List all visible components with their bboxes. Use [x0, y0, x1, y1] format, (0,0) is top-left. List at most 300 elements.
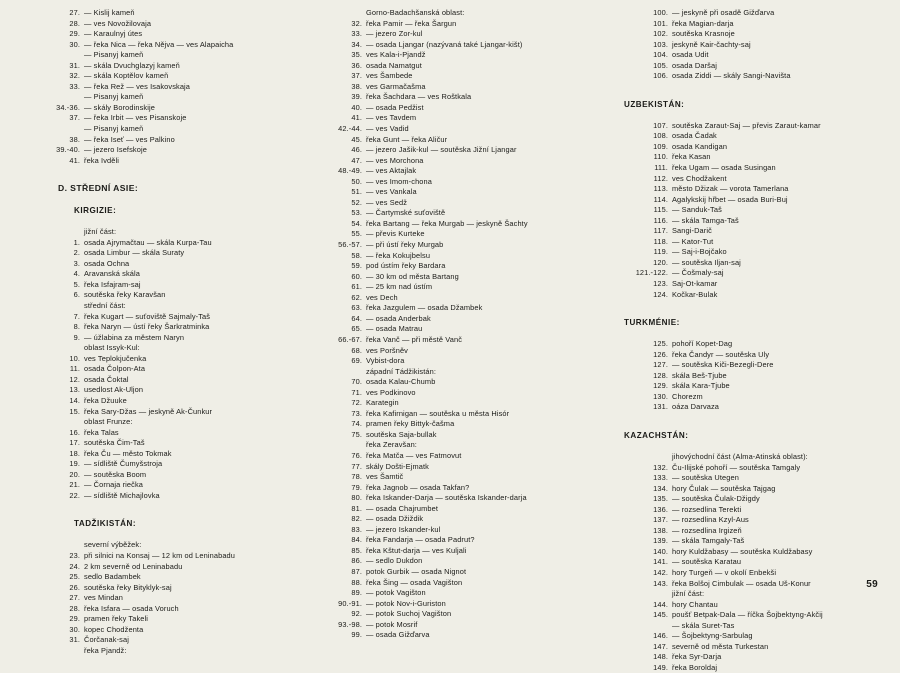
- list-item-number: 34.: [351, 39, 362, 49]
- list-item: [318, 504, 614, 515]
- list-item-text: skála Kara-Tjube: [672, 381, 730, 391]
- list-item-text: osada Namatgut: [366, 60, 422, 70]
- list-item-text: — potok Nov-i-Guriston: [366, 598, 446, 608]
- list-item: [318, 113, 614, 124]
- list-item-number: 138.: [653, 525, 668, 535]
- list-item-text: ves Mindan: [84, 593, 123, 603]
- list-item-text: osada Daršaj: [672, 60, 717, 70]
- list-item-text: — řeka Rež — ves Isakovskaja: [84, 81, 191, 91]
- list-item-number: 2.: [73, 248, 80, 258]
- list-item-text: řeka Kasan: [672, 152, 711, 162]
- list-item: [318, 377, 614, 388]
- list-item: [318, 398, 614, 409]
- list-item-number: 5.: [73, 279, 80, 289]
- spacer: [624, 413, 886, 430]
- list-item: [624, 484, 886, 495]
- list-item-text: ves Garmačašma: [366, 81, 426, 91]
- spacer: [36, 501, 314, 518]
- list-turkmenie: [624, 339, 886, 413]
- list-item: [624, 642, 886, 653]
- list-item-text: — ves Tavdem: [366, 113, 417, 123]
- list-item-number: 125.: [653, 339, 668, 349]
- list-item: [624, 19, 886, 30]
- list-item-number: 135.: [653, 494, 668, 504]
- list-item-number: 71.: [351, 387, 362, 397]
- list-item: [624, 610, 886, 621]
- heading-stredni-asie: D. STŘEDNÍ ASIE:: [58, 183, 139, 194]
- list-item: [36, 614, 314, 625]
- list-item-text: — Pisanyj kameň: [84, 92, 144, 102]
- list-item-number: 16.: [69, 427, 80, 437]
- list-item: [318, 135, 614, 146]
- list-item-text: — 25 km nad ústím: [366, 282, 433, 292]
- list-item: [36, 322, 314, 333]
- list-item: [36, 290, 314, 301]
- list-item-number: 87.: [351, 566, 362, 576]
- list-item-number: 139.: [653, 536, 668, 546]
- list-item-text: řeka Gunt — řeka Aličur: [366, 134, 448, 144]
- list-item-text: — jeskyně při osadě Gižďarva: [672, 8, 775, 17]
- list-item-text: pod ústím řeky Bardara: [366, 261, 446, 271]
- list-item: [624, 121, 886, 132]
- list-item: [624, 526, 886, 537]
- list-item-text: — potok Vagišton: [366, 588, 426, 598]
- list-item: [318, 451, 614, 462]
- list-item: [318, 493, 614, 504]
- list-item-number: 41.: [351, 113, 362, 123]
- list-item: [36, 604, 314, 615]
- list-item: [36, 385, 314, 396]
- list-item-text: řeka Bolšoj Cimbulak — osada Uš-Konur: [672, 578, 811, 588]
- list-item-number: 22.: [69, 490, 80, 500]
- list-item-text: — osada Anderbak: [366, 313, 431, 323]
- list-item: [36, 375, 314, 386]
- list-item-number: 17.: [69, 438, 80, 448]
- list-item-number: 21.: [69, 480, 80, 490]
- list-item-number: 38.: [351, 81, 362, 91]
- list-item-text: řeka Zeravšan:: [366, 440, 417, 450]
- list-item-number: 63.: [351, 303, 362, 313]
- list-item-text: pramen řeky Takeli: [84, 614, 149, 624]
- list-item: [318, 229, 614, 240]
- list-item: [36, 29, 314, 40]
- list-item-text: Vybist-dora: [366, 356, 405, 366]
- list-item: [318, 346, 614, 357]
- list-item-text: řeka Talas: [84, 427, 119, 437]
- list-item: [36, 135, 314, 146]
- list-item-text: jižní část:: [84, 227, 117, 237]
- list-item: [36, 572, 314, 583]
- list-item-number: 140.: [653, 546, 668, 556]
- list-item-number: 28.: [69, 603, 80, 613]
- list-item-number: 144.: [653, 599, 668, 609]
- list-item: [36, 396, 314, 407]
- heading-tadzikistan: TADŽIKISTÁN:: [74, 519, 137, 529]
- list-item-number: 69.: [351, 356, 362, 366]
- list-item-text: — Pisanyj kameň: [84, 50, 144, 60]
- list-item-text: soutěska řeky Karavšan: [84, 290, 166, 300]
- list-item-text: soutěska Krasnoje: [672, 29, 735, 39]
- list-item-number: 73.: [351, 408, 362, 418]
- list-item-number: 29.: [69, 29, 80, 39]
- list-item: [318, 483, 614, 494]
- list-item-number: 4.: [73, 269, 80, 279]
- list-item-text: — jezero Isefskoje: [84, 145, 147, 155]
- list-item-number: 147.: [653, 641, 668, 651]
- list-item-number: 85.: [351, 545, 362, 555]
- list-item-text: řeka Sary-Džas — jeskyně Ak-Čunkur: [84, 406, 213, 416]
- list-item-text: Chorezm: [672, 391, 703, 401]
- list-item-number: 54.: [351, 218, 362, 228]
- list-item-text: ves Kala-i-Pjandž: [366, 50, 426, 60]
- list-item-text: — úžlabina za městem Naryn: [84, 332, 185, 342]
- list-item-text: osada Ajrymačtau — skála Kurpa-Tau: [84, 237, 212, 247]
- list-item-text: — Sanduk-Taš: [672, 205, 722, 215]
- list-item: [36, 259, 314, 270]
- list-item: [36, 470, 314, 481]
- list-item-number: 102.: [653, 29, 668, 39]
- list-item: [318, 177, 614, 188]
- list-item-text: řeka Kugart — suťoviště Sajmaly-Taš: [84, 311, 211, 321]
- list-item: [318, 40, 614, 51]
- list-item: [624, 268, 886, 279]
- list-item: [318, 303, 614, 314]
- list-item-text: — Kislij kameň: [84, 8, 135, 17]
- list-item-number: 1.: [73, 237, 80, 247]
- list-tadzikistan-continued: [318, 8, 614, 641]
- list-item-text: hory Turgeň — v okolí Enbekši: [672, 567, 777, 577]
- list-item-number: 142.: [653, 567, 668, 577]
- list-item: [36, 449, 314, 460]
- list-item-number: 59.: [351, 261, 362, 271]
- list-item-number: 30.: [69, 39, 80, 49]
- list-item-text: — soutěska Iljan-saj: [672, 257, 741, 267]
- list-item: [624, 652, 886, 663]
- list-item: [318, 525, 614, 536]
- spacer: [36, 216, 314, 227]
- list-item: [624, 402, 886, 413]
- list-item-number: 90.-91.: [338, 598, 362, 608]
- list-item-number: 112.: [653, 173, 668, 183]
- list-item-number: 83.: [351, 524, 362, 534]
- list-item: [36, 280, 314, 291]
- list-item-text: řeka Čandyr — soutěska Uly: [672, 349, 770, 359]
- list-item-number: 52.: [351, 197, 362, 207]
- list-item-number: 27.: [69, 8, 80, 17]
- list-item: [36, 343, 314, 354]
- list-item-number: 130.: [653, 391, 668, 401]
- list-item-number: 133.: [653, 473, 668, 483]
- list-item-text: kopec Chodženta: [84, 624, 144, 634]
- list-item-number: 37.: [69, 113, 80, 123]
- list-item-text: řeka Šing — osada Vagišton: [366, 577, 463, 587]
- list-item-number: 45.: [351, 134, 362, 144]
- list-item-number: 106.: [653, 71, 668, 81]
- list-tadzikistan: [36, 540, 314, 656]
- list-item-text: — řeka Kokujbelsu: [366, 250, 431, 260]
- list-item: [36, 71, 314, 82]
- column-one: [14, 8, 314, 656]
- list-item-text: — řeka Nica — řeka Nějva — ves Alapaicha: [84, 39, 234, 49]
- list-item-text: — osada Ljangar (nazývaná také Ljangar-kišt): [366, 39, 523, 49]
- list-item-text: západní Tádžikistán:: [366, 366, 437, 376]
- list-item-text: osada Čoktal: [84, 374, 129, 384]
- list-item: [318, 282, 614, 293]
- list-item-number: 46.: [351, 145, 362, 155]
- list-item: [36, 238, 314, 249]
- list-item-text: oáza Darvaza: [672, 402, 720, 412]
- list-item-text: — ves Vankala: [366, 187, 417, 197]
- list-item: [36, 248, 314, 259]
- list-item-text: řeka Jagnob — osada Takfan?: [366, 482, 470, 492]
- list-item-text: ves Šambede: [366, 71, 413, 81]
- list-item: [624, 515, 886, 526]
- list-item-text: pramen řeky Bittyk-čašma: [366, 419, 455, 429]
- list-item-number: 64.: [351, 313, 362, 323]
- list-item: [36, 354, 314, 365]
- list-item: [36, 364, 314, 375]
- list-item: [318, 198, 614, 209]
- list-item-number: 86.: [351, 556, 362, 566]
- list-item: [318, 588, 614, 599]
- list-item: [36, 417, 314, 428]
- list-item-number: 103.: [653, 39, 668, 49]
- list-item: [624, 195, 886, 206]
- list-item-number: 99.: [351, 630, 362, 640]
- list-item-text: — rozsedlina Terekti: [672, 504, 742, 514]
- list-item: [36, 407, 314, 418]
- list-item: [318, 367, 614, 378]
- list-item: [624, 536, 886, 547]
- list-item-text: Agalykskij hřbet — osada Buri-Buj: [672, 194, 788, 204]
- list-item-number: 39.-40.: [56, 145, 80, 155]
- list-item-text: jihovýchodní část (Alma-Atinská oblast):: [672, 451, 808, 461]
- list-item: [36, 50, 314, 61]
- list-item-text: usedlost Ak-Uljon: [84, 385, 144, 395]
- list-item: [624, 279, 886, 290]
- list-item-text: — 30 km od města Bartang: [366, 271, 459, 281]
- list-item-text: — Čornaja riečka: [84, 480, 144, 490]
- list-item-text: soutěska Čim-Taš: [84, 438, 145, 448]
- list-item: [318, 324, 614, 335]
- list-item: [318, 50, 614, 61]
- list-item-number: 134.: [653, 483, 668, 493]
- list-item-text: — ves Aktajlak: [366, 166, 417, 176]
- list-item: [624, 40, 886, 51]
- list-item: [318, 440, 614, 451]
- column-three: [614, 8, 886, 673]
- spacer: [624, 441, 886, 452]
- list-item-text: Karategin: [366, 398, 399, 408]
- list-item-number: 108.: [653, 131, 668, 141]
- list-item-text: Ču-Ilijské pohoří — soutěska Tamgaly: [672, 462, 801, 472]
- list-item-number: 29.: [69, 614, 80, 624]
- list-item: [36, 438, 314, 449]
- list-item-number: 126.: [653, 349, 668, 359]
- list-item-number: 113.: [653, 184, 668, 194]
- list-item-number: 77.: [351, 461, 362, 471]
- list-item: [318, 187, 614, 198]
- list-tadzikistan-end: [624, 8, 886, 82]
- list-item: [36, 333, 314, 344]
- list-item-text: řeka Naryn — ústí řeky Šarkratminka: [84, 322, 210, 332]
- list-item-number: 53.: [351, 208, 362, 218]
- list-item: [36, 562, 314, 573]
- list-item-number: 7.: [73, 311, 80, 321]
- list-item-number: 89.: [351, 588, 362, 598]
- list-item: [318, 156, 614, 167]
- list-item-text: — Čartymské suťoviště: [366, 208, 446, 218]
- list-item: [624, 505, 886, 516]
- list-item: [318, 29, 614, 40]
- list-item-text: — soutěska Čulak-Džigdy: [672, 494, 760, 504]
- list-item-number: 30.: [69, 624, 80, 634]
- list-item-text: hory Čulak — soutěska Tajgag: [672, 483, 776, 493]
- list-item: [624, 339, 886, 350]
- list-item-text: ves Teplokjučenka: [84, 353, 147, 363]
- list-item: [36, 428, 314, 439]
- list-item-text: řeka Magian-darja: [672, 18, 734, 28]
- list-item-text: skála Beš-Tjube: [672, 370, 727, 380]
- list-item-number: 70.: [351, 377, 362, 387]
- list-item-text: — jezero Jašik-kul — soutěska Jižní Ljangar: [366, 145, 517, 155]
- list-item: [318, 472, 614, 483]
- list-item-number: 8.: [73, 322, 80, 332]
- list-item-number: 116.: [653, 215, 668, 225]
- list-item-number: 61.: [351, 282, 362, 292]
- list-item: [624, 371, 886, 382]
- list-item-number: 76.: [351, 450, 362, 460]
- list-item: [36, 113, 314, 124]
- three-column-layout: [14, 8, 886, 672]
- list-item: [624, 216, 886, 227]
- list-item-number: 72.: [351, 398, 362, 408]
- list-item-number: 107.: [653, 120, 668, 130]
- list-item: [624, 142, 886, 153]
- list-item-number: 12.: [69, 374, 80, 384]
- list-item-number: 26.: [69, 582, 80, 592]
- list-item: [318, 71, 614, 82]
- list-item-number: 110.: [653, 152, 668, 162]
- heading-turkmenie: TURKMÉNIE:: [624, 318, 680, 328]
- list-item: [624, 290, 886, 301]
- list-item-number: 48.-49.: [338, 166, 362, 176]
- list-item: [36, 551, 314, 562]
- spacer: [624, 110, 886, 121]
- list-item-number: 31.: [69, 635, 80, 645]
- list-item: [318, 546, 614, 557]
- list-item-text: osada Udit: [672, 50, 709, 60]
- list-item-number: 66.-67.: [338, 334, 362, 344]
- list-item-text: město Džizak — vorota Tamerlana: [672, 184, 789, 194]
- list-item-text: — jezero Zor-kul: [366, 29, 423, 39]
- list-item: [318, 388, 614, 399]
- list-item: [318, 556, 614, 567]
- list-item-number: 3.: [73, 258, 80, 268]
- list-item-text: Aravanská skála: [84, 269, 141, 279]
- list-item-text: řeka Syr-Darja: [672, 652, 722, 662]
- list-item: [318, 251, 614, 262]
- heading-uzbekistan: UZBEKISTÁN:: [624, 99, 685, 109]
- list-item-text: — skála Koptělov kameň: [84, 71, 169, 81]
- list-item-text: — soutěska Karatau: [672, 557, 742, 567]
- list-item-number: 149.: [653, 662, 668, 672]
- list-item-number: 148.: [653, 652, 668, 662]
- list-item-number: 120.: [653, 257, 668, 267]
- list-item-text: řeka Pjandž:: [84, 645, 127, 655]
- list-item: [36, 40, 314, 51]
- list-item-number: 32.: [351, 18, 362, 28]
- list-item-number: 80.: [351, 493, 362, 503]
- list-item-number: 24.: [69, 561, 80, 571]
- list-item-number: 6.: [73, 290, 80, 300]
- list-item-text: ves Poršněv: [366, 345, 408, 355]
- list-item-text: střední část:: [84, 301, 126, 311]
- list-item-text: řeka Boroldaj: [672, 662, 718, 672]
- list-item-text: osada Ziddi — skály Sangi-Navišta: [672, 71, 791, 81]
- list-item-number: 111.: [654, 163, 668, 173]
- list-item-number: 128.: [653, 370, 668, 380]
- list-item-text: řeka Iskander-Darja — soutěska Iskander-darja: [366, 493, 527, 503]
- list-item-text: — skála Tamga-Taš: [672, 215, 739, 225]
- list-item: [36, 19, 314, 30]
- list-kirgizie: [36, 227, 314, 501]
- list-item-number: 33.: [69, 81, 80, 91]
- list-item-text: — ves Morchona: [366, 155, 424, 165]
- list-item-text: — soutěska Boom: [84, 469, 147, 479]
- heading-kazachstan: KAZACHSTÁN:: [624, 430, 689, 440]
- list-item-number: 137.: [653, 515, 668, 525]
- list-item: [36, 103, 314, 114]
- list-item-number: 32.: [69, 71, 80, 81]
- list-item: [624, 163, 886, 174]
- list-item-text: řeka Ugam — osada Susingan: [672, 163, 776, 173]
- list-item: [318, 567, 614, 578]
- list-item-number: 93.-98.: [338, 619, 362, 629]
- list-item-number: 75.: [351, 429, 362, 439]
- list-item: [624, 247, 886, 258]
- list-item-number: 146.: [653, 631, 668, 641]
- list-item-text: ves Dech: [366, 292, 398, 302]
- list-item: [318, 92, 614, 103]
- list-item-text: hory Chantau: [672, 599, 718, 609]
- list-item-text: oblast Frunze:: [84, 417, 133, 427]
- list-item-text: osada Ochna: [84, 258, 130, 268]
- list-item-number: 109.: [653, 141, 668, 151]
- spacer: [36, 166, 314, 183]
- list-item-text: řeka Šachdara — ves Roštkala: [366, 92, 472, 102]
- list-item-text: — osada Chajrumbet: [366, 503, 438, 513]
- list-item-number: 11.: [69, 364, 80, 374]
- list-item-number: 23.: [69, 550, 80, 560]
- list-item-text: — Šojbektyng-Sarbulag: [672, 631, 753, 641]
- list-item: [624, 184, 886, 195]
- list-item: [318, 609, 614, 620]
- list-item-number: 79.: [351, 482, 362, 492]
- list-item-text: řeka Pamir — řeka Šargun: [366, 18, 457, 28]
- list-item-number: 25.: [69, 572, 80, 582]
- list-item-number: 68.: [351, 345, 362, 355]
- list-item-text: soutěska řeky Bityklyk-saj: [84, 582, 172, 592]
- list-item: [624, 360, 886, 371]
- list-item: [318, 335, 614, 346]
- list-item: [624, 392, 886, 403]
- list-item: [36, 491, 314, 502]
- list-item: [36, 92, 314, 103]
- list-item-text: řeka Isfara — osada Voruch: [84, 603, 179, 613]
- list-item-number: 33.: [351, 29, 362, 39]
- list-item-number: 121.-122.: [635, 268, 668, 278]
